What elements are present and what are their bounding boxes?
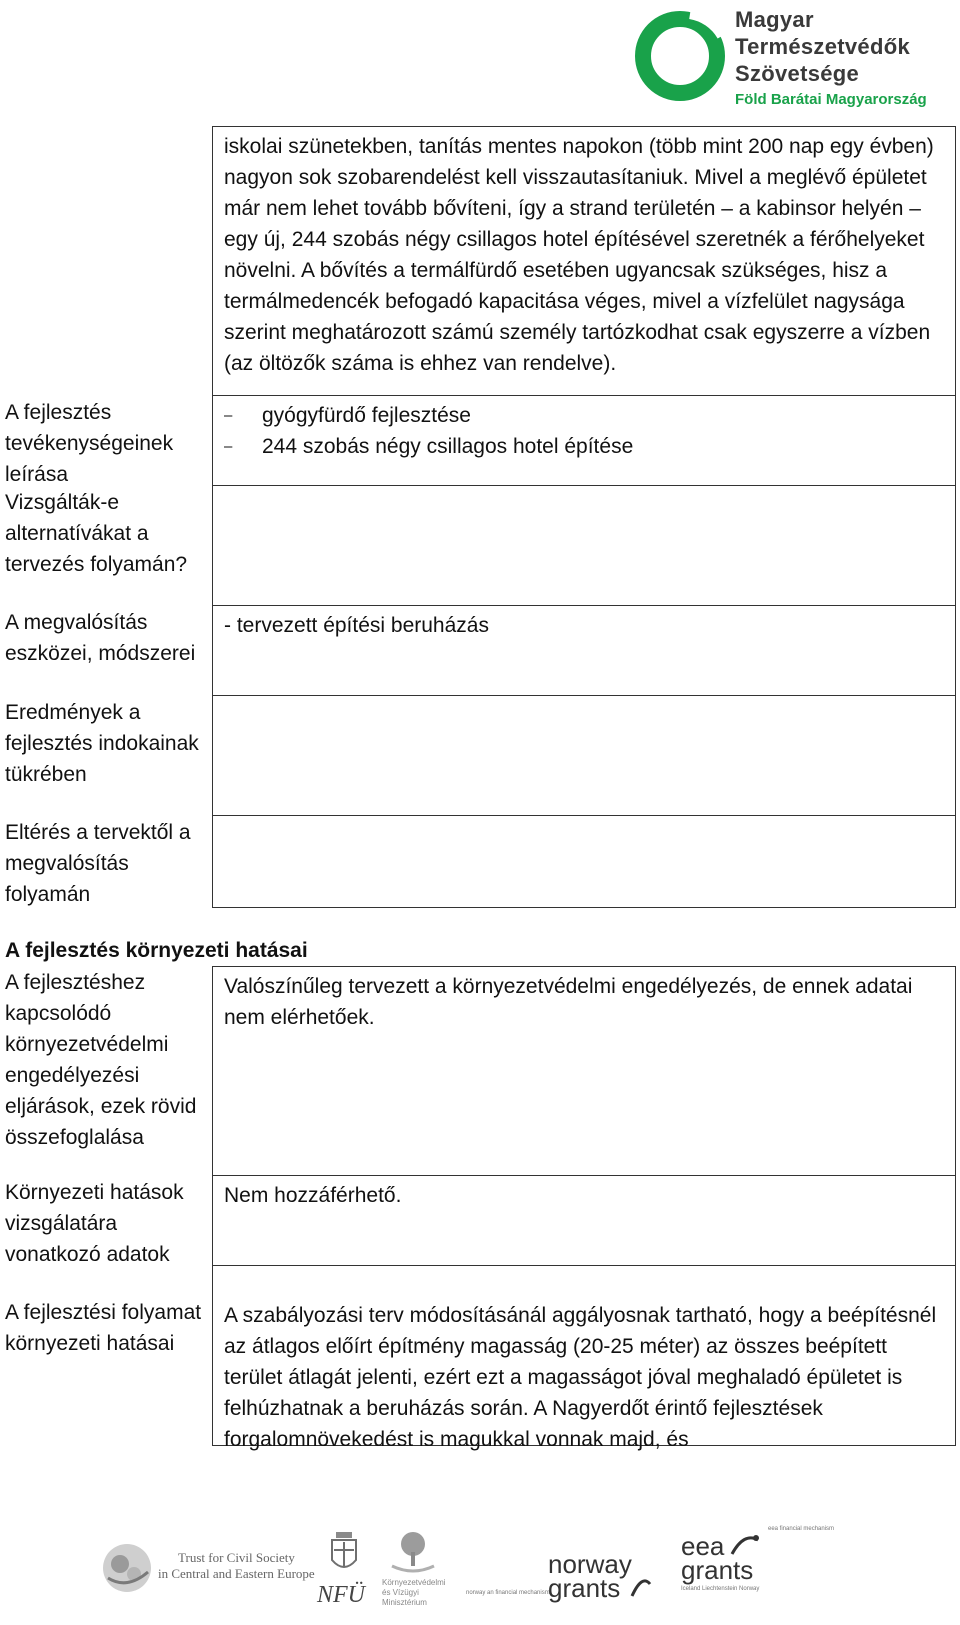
norway-line2: grants xyxy=(548,1573,621,1603)
eea-grants-logo xyxy=(676,1526,836,1620)
logo-line: Szövetsége xyxy=(735,61,860,86)
list-item xyxy=(224,431,945,462)
trust-line2: in Central and Eastern Europe xyxy=(158,1566,315,1581)
alternatives-label: Vizsgálták-e alternatívákat a tervezés folyamán? xyxy=(5,491,188,576)
permits-box xyxy=(212,966,956,1176)
trust-line1: Trust for Civil Society xyxy=(178,1550,295,1565)
deviation-label: Eltérés a tervektől a megvalósítás folyamán xyxy=(5,821,191,906)
nfu-logo xyxy=(315,1530,375,1620)
tools-box xyxy=(212,606,956,696)
logo-line: Magyar xyxy=(735,7,814,32)
ministry-line: Minisztérium xyxy=(382,1598,427,1607)
permits-text: Valószínűleg tervezett a környezetvédelmi engedélyezés, de ennek adatai nem elérhetőek. xyxy=(224,975,913,1029)
norway-line1: norway xyxy=(548,1549,632,1579)
tools-label: A megvalósítás eszközei, módszerei xyxy=(5,611,196,665)
results-box xyxy=(212,696,956,816)
bird-swirl-icon xyxy=(728,1530,762,1560)
permits-label: A fejlesztéshez kapcsolódó környezetvédelmi engedélyezési eljárások, ezek rövid összefoglalása xyxy=(5,971,197,1149)
eea-tagline: Iceland Liechtenstein Norway xyxy=(681,1586,760,1592)
coat-of-arms-icon xyxy=(327,1530,361,1580)
trust-logo xyxy=(98,1532,338,1607)
list-item-text: 244 szobás négy csillagos hotel építése xyxy=(262,435,634,458)
tree-icon xyxy=(388,1530,438,1574)
norway-small-text: norway an financial mechanism xyxy=(466,1590,550,1596)
norway-grants-logo xyxy=(466,1530,656,1620)
mtvsz-logo xyxy=(630,6,955,106)
ministry-line: Környezetvédelmi xyxy=(382,1578,446,1587)
logo-text xyxy=(735,6,955,109)
continuation-box xyxy=(212,126,956,396)
green-ring-icon xyxy=(630,6,730,106)
activities-box xyxy=(212,396,956,486)
tools-text: - tervezett építési beruházás xyxy=(224,614,489,637)
dash-bullet: – xyxy=(224,407,233,424)
alternatives-box xyxy=(212,486,956,606)
dash-bullet: – xyxy=(224,438,233,455)
impact-data-box xyxy=(212,1176,956,1266)
process-impact-text: A szabályozási terv módosításánál aggályosnak tartható, hogy a beépítésnél az átlagos előírt építmény magasság (20-25 méter) az összes beépített terület átlagát jelenti, ezért ezt a magasságot jóval meghaladó épületet is felhúzhatnak a beruházás során. A Nagyerdőt érintő fejlesztések forgalomnövekedést is magukkal vonnak majd, és xyxy=(224,1304,937,1451)
sponsor-logos xyxy=(0,1526,960,1625)
ministry-line: és Vízügyi xyxy=(382,1588,419,1597)
impact-data-label: Környezeti hatások vizsgálatára vonatkozó adatok xyxy=(5,1181,184,1266)
list-item xyxy=(224,400,945,431)
deviation-box xyxy=(212,816,956,908)
results-label: Eredmények a fejlesztés indokainak tükrében xyxy=(5,701,199,786)
logo-subtitle: Föld Barátai Magyarország xyxy=(735,91,927,108)
bird-swirl-icon xyxy=(628,1570,654,1600)
impact-data-text: Nem hozzáférhető. xyxy=(224,1184,402,1207)
eea-small-text: eea financial mechanism xyxy=(768,1526,835,1532)
list-item-text: gyógyfürdő fejlesztése xyxy=(262,404,471,427)
trust-emblem-icon xyxy=(98,1538,156,1598)
activities-label: A fejlesztés tevékenységeinek leírása xyxy=(5,401,174,486)
logo-line: Természetvédők xyxy=(735,34,910,59)
section-heading: A fejlesztés környezeti hatásai xyxy=(5,939,308,962)
process-impact-label: A fejlesztési folyamat környezeti hatásai xyxy=(5,1301,202,1355)
ministry-logo xyxy=(378,1530,468,1620)
nfu-text: NFÜ xyxy=(317,1582,365,1608)
process-impact-box xyxy=(212,1266,956,1451)
eea-line1: eea xyxy=(681,1531,725,1561)
eea-line2: grants xyxy=(681,1555,754,1585)
continuation-text: iskolai szünetekben, tanítás mentes napokon (több mint 200 nap egy évben) nagyon sok szobarendelést kell visszautasítaniuk. Mivel a meglévő épületet már nem lehet tovább bővíteni, így a strand területén – a kabinsor helyén – egy új, 244 szobás négy csillagos hotel építésével szeretnék a férőhelyeket növelni. A bővítés a termálfürdő esetében ugyancsak szükséges, hisz a termálmedencék befogadó kapacitása véges, mivel a vízfelület nagysága szerint meghatározott számú személy tartózkodhat csak egyszerre a vízben (az öltözők száma is ehhez van rendelve). xyxy=(224,135,934,375)
